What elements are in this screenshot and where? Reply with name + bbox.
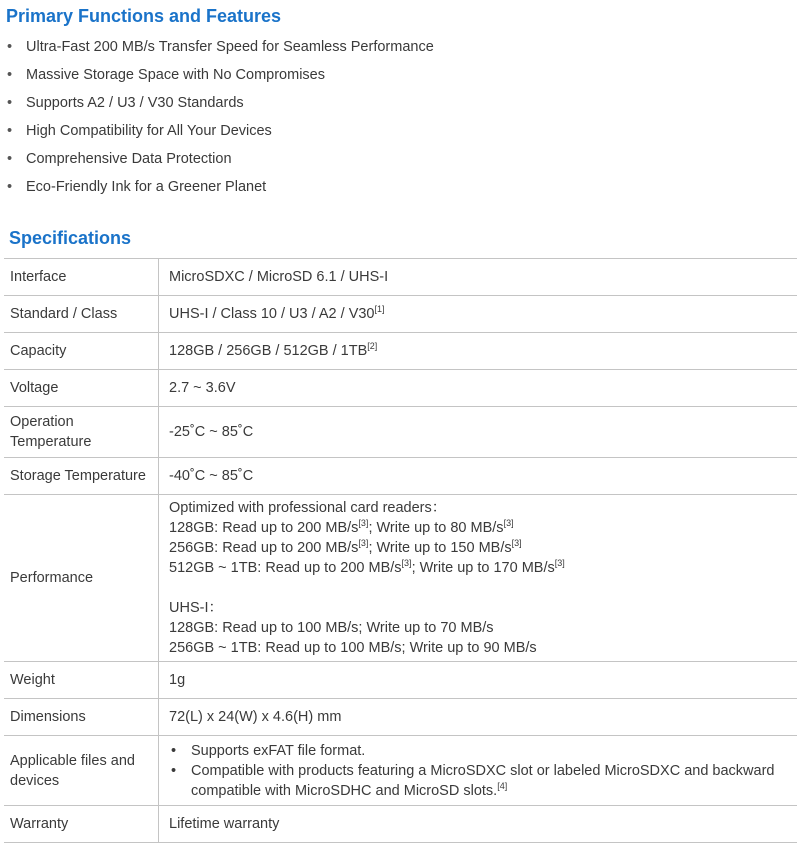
spec-label: Storage Temperature bbox=[4, 458, 159, 495]
feature-item: • Eco-Friendly Ink for a Greener Planet bbox=[0, 176, 434, 204]
spec-label bbox=[4, 736, 159, 806]
footnote-marker: [3] bbox=[554, 558, 565, 568]
spacer bbox=[169, 578, 791, 598]
spec-row-dimensions bbox=[4, 699, 797, 736]
performance-line: 128GB: Read up to 100 MB/s; Write up to 70 MB/s bbox=[169, 620, 494, 636]
spec-label: Dimensions bbox=[4, 699, 159, 736]
features-list bbox=[0, 36, 434, 204]
footnote-marker: [3] bbox=[358, 538, 369, 548]
performance-line: 256GB ~ 1TB: Read up to 100 MB/s; Write up to 90 MB/s bbox=[169, 640, 537, 656]
spec-row-capacity bbox=[4, 333, 797, 370]
spec-row-applicable bbox=[4, 736, 797, 806]
spec-row-standard bbox=[4, 296, 797, 333]
spec-label-line: Operation bbox=[10, 414, 74, 430]
spec-label: Warranty bbox=[4, 806, 159, 843]
spec-row-performance bbox=[4, 495, 797, 662]
spec-value-text: 128GB / 256GB / 512GB / 1TB bbox=[169, 343, 368, 359]
spec-value: -25˚C ~ 85˚C bbox=[159, 407, 798, 458]
spec-row-warranty bbox=[4, 806, 797, 843]
spec-value: Lifetime warranty bbox=[159, 806, 798, 843]
spec-value bbox=[159, 736, 798, 806]
spec-value: -40˚C ~ 85˚C bbox=[159, 458, 798, 495]
spec-row-operation-temperature bbox=[4, 407, 797, 458]
feature-item: • Comprehensive Data Protection bbox=[0, 148, 434, 176]
specifications-heading: Specifications bbox=[9, 228, 132, 248]
spec-label: Interface bbox=[4, 259, 159, 296]
footnote-marker: [3] bbox=[503, 518, 514, 528]
spec-row-weight bbox=[4, 662, 797, 699]
footnote-marker: [3] bbox=[511, 538, 522, 548]
footnote-marker: [3] bbox=[401, 558, 412, 568]
feature-item: • Massive Storage Space with No Compromises bbox=[0, 64, 434, 92]
spec-value: 1g bbox=[159, 662, 798, 699]
spec-value bbox=[159, 333, 798, 370]
performance-pro-heading: Optimized with professional card readers： bbox=[169, 500, 447, 516]
spec-label: Voltage bbox=[4, 370, 159, 407]
applicable-list bbox=[169, 741, 791, 801]
spec-label bbox=[4, 407, 159, 458]
spec-row-interface bbox=[4, 259, 797, 296]
spec-row-voltage bbox=[4, 370, 797, 407]
footnote-marker: [4] bbox=[497, 780, 508, 791]
spec-label-line: Temperature bbox=[10, 434, 92, 450]
spec-value-text: UHS-I / Class 10 / U3 / A2 / V30 bbox=[169, 306, 375, 322]
spec-value bbox=[159, 495, 798, 662]
spec-value: 72(L) x 24(W) x 4.6(H) mm bbox=[159, 699, 798, 736]
performance-line: 128GB: Read up to 200 MB/s[3]; Write up to 80 MB/s[3] bbox=[169, 518, 514, 536]
spec-label: Capacity bbox=[4, 333, 159, 370]
spec-value bbox=[159, 296, 798, 333]
footnote-marker: [3] bbox=[358, 518, 369, 528]
performance-uhs-heading: UHS-I： bbox=[169, 600, 223, 616]
footnote-marker: [1] bbox=[374, 304, 385, 314]
specifications-table bbox=[4, 258, 797, 843]
performance-line: 256GB: Read up to 200 MB/s[3]; Write up to 150 MB/s[3] bbox=[169, 538, 522, 556]
footnote-marker: [2] bbox=[367, 341, 378, 351]
spec-label: Standard / Class bbox=[4, 296, 159, 333]
spec-label: Performance bbox=[4, 495, 159, 662]
spec-label: Weight bbox=[4, 662, 159, 699]
spec-value: 2.7 ~ 3.6V bbox=[159, 370, 798, 407]
applicable-item: • Compatible with products featuring a MicroSDXC slot or labeled MicroSDXC and backward compatible with MicroSDHC and MicroSD slots.[4] bbox=[169, 761, 791, 801]
applicable-item: • Supports exFAT file format. bbox=[169, 741, 791, 761]
feature-item: • Ultra-Fast 200 MB/s Transfer Speed for Seamless Performance bbox=[0, 36, 434, 64]
spec-row-storage-temperature bbox=[4, 458, 797, 495]
spec-label-line: Applicable files and bbox=[10, 752, 135, 769]
spec-value: MicroSDXC / MicroSD 6.1 / UHS-I bbox=[159, 259, 798, 296]
spec-label-line: devices bbox=[10, 772, 60, 789]
features-heading: Primary Functions and Features bbox=[6, 6, 282, 26]
feature-item: • High Compatibility for All Your Devices bbox=[0, 120, 434, 148]
feature-item: • Supports A2 / U3 / V30 Standards bbox=[0, 92, 434, 120]
performance-line: 512GB ~ 1TB: Read up to 200 MB/s[3]; Write up to 170 MB/s[3] bbox=[169, 558, 565, 576]
